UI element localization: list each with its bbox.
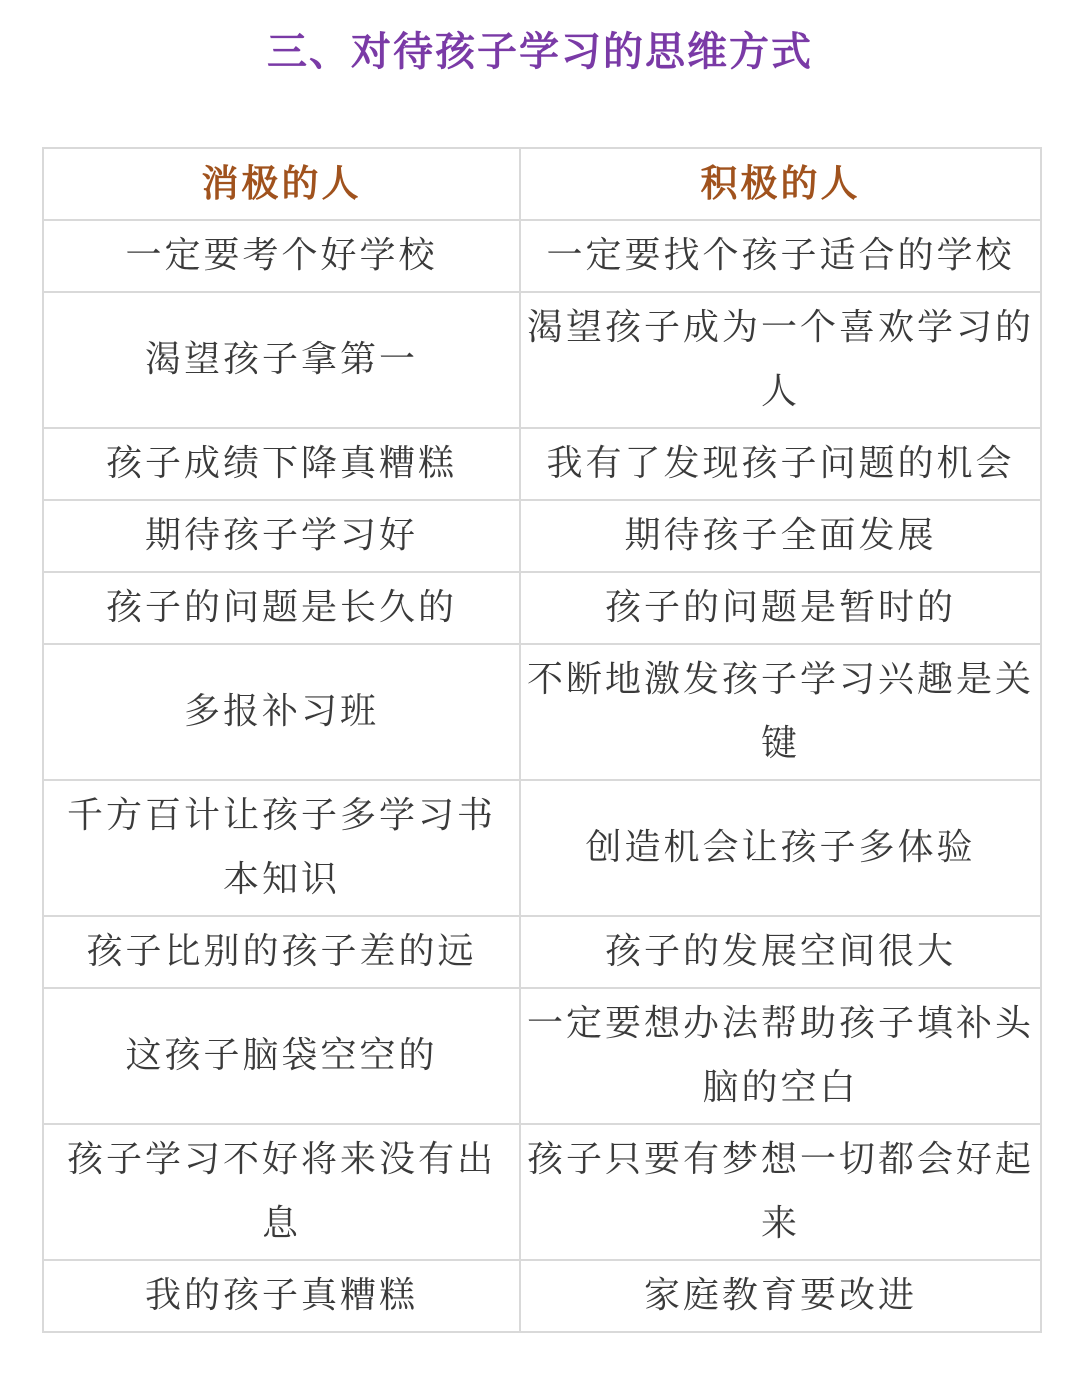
- table-row: [43, 644, 1041, 780]
- table-row: [43, 780, 1041, 916]
- cell-positive: 期待孩子全面发展: [520, 500, 1041, 572]
- cell-negative: 这孩子脑袋空空的: [43, 988, 520, 1124]
- page-title: 三、对待孩子学习的思维方式: [267, 29, 813, 75]
- cell-negative: 渴望孩子拿第一: [43, 292, 520, 428]
- table-row: [43, 1124, 1041, 1260]
- cell-positive: 我有了发现孩子问题的机会: [520, 428, 1041, 500]
- cell-negative: 孩子比别的孩子差的远: [43, 916, 520, 988]
- cell-negative: 孩子学习不好将来没有出息: [43, 1124, 520, 1260]
- table-row: [43, 916, 1041, 988]
- cell-positive: 孩子只要有梦想一切都会好起来: [520, 1124, 1041, 1260]
- table-row: [43, 988, 1041, 1124]
- table-header-row: [43, 148, 1041, 220]
- cell-positive: 不断地激发孩子学习兴趣是关键: [520, 644, 1041, 780]
- cell-positive: 家庭教育要改进: [520, 1260, 1041, 1332]
- table-row: [43, 292, 1041, 428]
- cell-positive: 渴望孩子成为一个喜欢学习的人: [520, 292, 1041, 428]
- table-row: [43, 1260, 1041, 1332]
- cell-positive: 一定要想办法帮助孩子填补头脑的空白: [520, 988, 1041, 1124]
- header-negative: 消极的人: [43, 148, 520, 220]
- cell-negative: 千方百计让孩子多学习书本知识: [43, 780, 520, 916]
- cell-positive: 孩子的问题是暂时的: [520, 572, 1041, 644]
- cell-negative: 孩子成绩下降真糟糕: [43, 428, 520, 500]
- table-row: [43, 572, 1041, 644]
- cell-negative: 我的孩子真糟糕: [43, 1260, 520, 1332]
- cell-positive: 孩子的发展空间很大: [520, 916, 1041, 988]
- comparison-table: [42, 147, 1042, 1333]
- cell-positive: 创造机会让孩子多体验: [520, 780, 1041, 916]
- table-row: [43, 220, 1041, 292]
- cell-negative: 期待孩子学习好: [43, 500, 520, 572]
- cell-negative: 孩子的问题是长久的: [43, 572, 520, 644]
- header-positive: 积极的人: [520, 148, 1041, 220]
- cell-negative: 多报补习班: [43, 644, 520, 780]
- cell-positive: 一定要找个孩子适合的学校: [520, 220, 1041, 292]
- cell-negative: 一定要考个好学校: [43, 220, 520, 292]
- table-row: [43, 428, 1041, 500]
- table-row: [43, 500, 1041, 572]
